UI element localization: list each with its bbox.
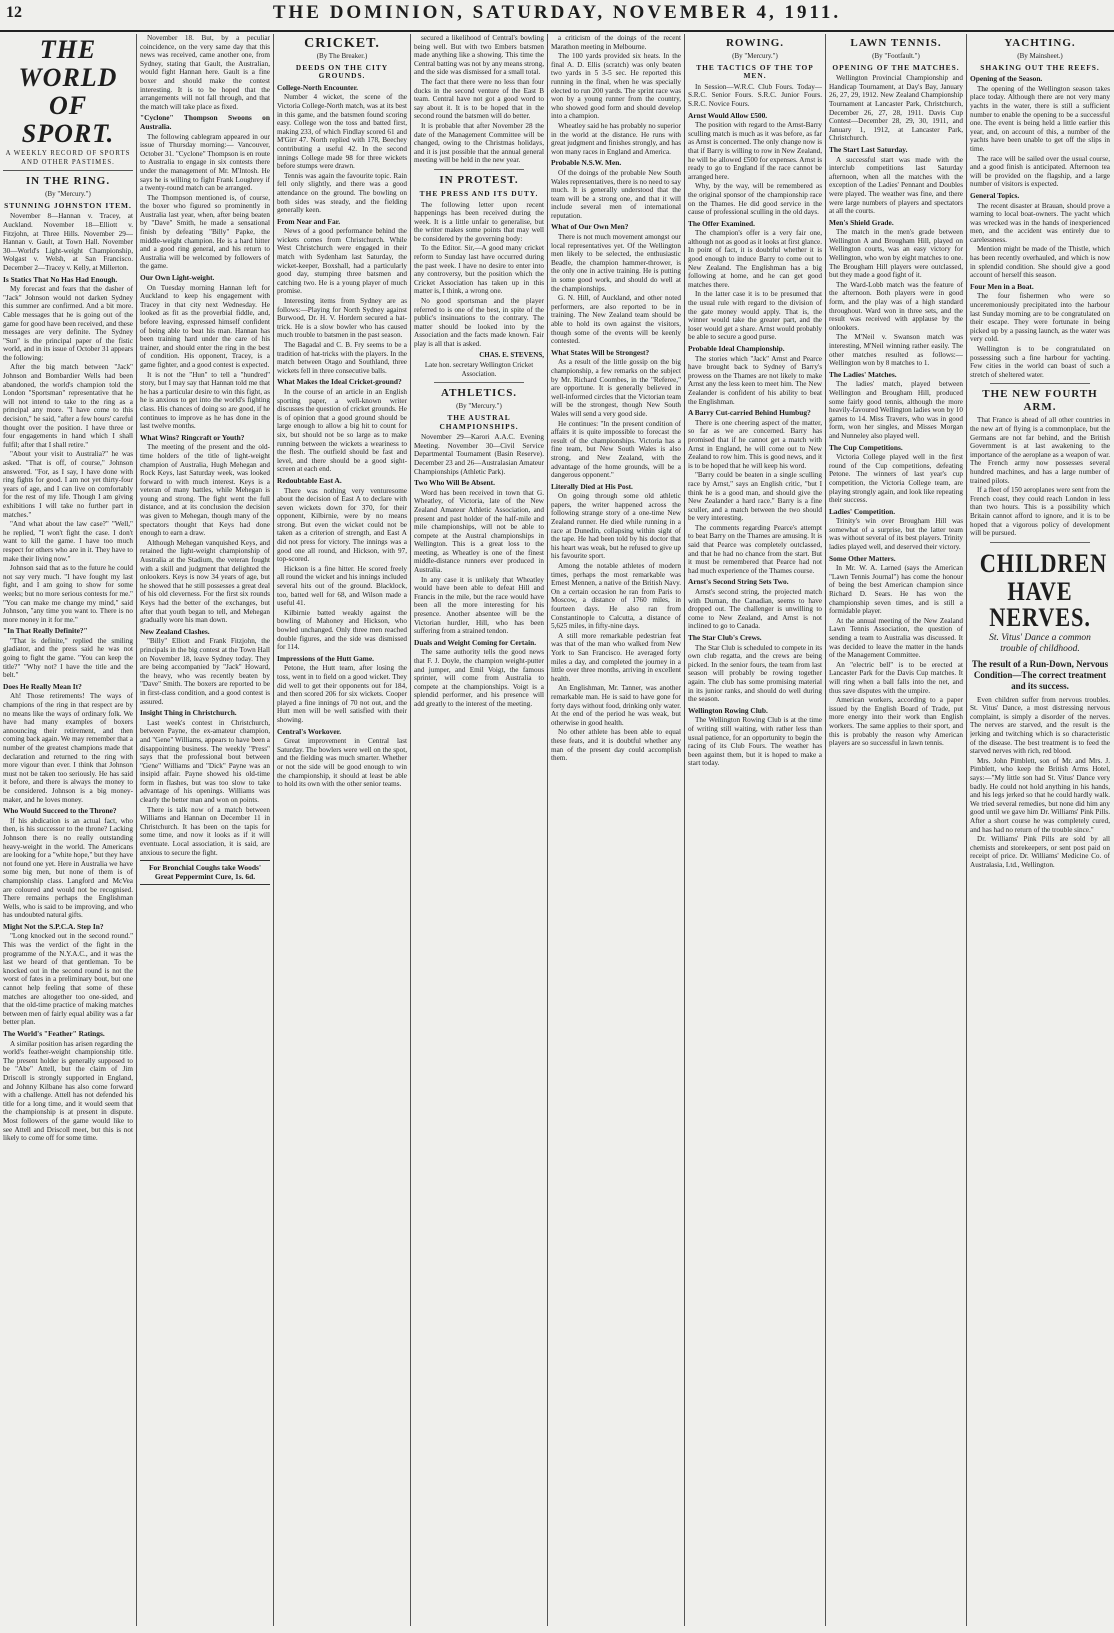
article-paragraph: Interesting items from Sydney are as follows:—Playing for North Sydney against Burwood, Dr. H. V. Hordern secured a hat-trick. He is a slow bowler who has caused much trouble to batsmen in the past season. [277, 297, 407, 340]
article-paragraph: If his abdication is an actual fact, who then, is his successor to the throne? Lacking Johnson there is no really outstanding heavy-weight in the world. The Americans are looking for a "white hope," but they have not found one yet. Here in Australia we have some big men, but none of them is of championship class. Langford and McVea are coloured and would not be recognised. There remains perhaps the Englishman Wells, who is said to be improving, and who has undoubted natural gifts. [3, 816, 133, 920]
fourth-arm-heading: THE NEW FOURTH ARM. [982, 388, 1098, 414]
article-paragraph: Wheatley said he has probably no superior in the world at the distance. He runs with great judgment and finishes strongly, and has won many races in England and America. [551, 121, 681, 156]
crosshead: What of Our Own Men? [551, 222, 629, 232]
article-paragraph: As a result of the little gossip on the big championship, a few remarks on the subject by Mr. Richard Coombes, in the "Referee," are opportune. It is generally believed in well-informed circles that the Victorian team will be the strongest, though New South Wales will send a very good side. [551, 358, 681, 418]
article-paragraph: The opening of the Wellington season takes place today. Although there are not very many yachts in the water, there is still a sufficient number to enable the opening to be a successful one. The event is being held a little earlier this year, and, on account of this, a number of the yachts have been unable to get off the slips in time. [970, 84, 1110, 153]
article-paragraph: American workers, according to a paper issued by the English Board of Trade, put more energy into their work than English workers. The same applies to their sport, and this is probably the reason why American players are so successful in lawn tennis. [829, 696, 963, 748]
crosshead: The Cup Competitions. [829, 442, 903, 452]
column-6 [688, 34, 822, 1626]
article-paragraph: The Wellington Rowing Club is at the time of writing still waiting, with rather less than usual patience, for an opportunity to begin the racing of its Club Fours. The weather has been against them, but it is hoped to make a start today. [688, 716, 822, 768]
article-paragraph: In Session—W.R.C. Club Fours. Today—S.R.C. Senior Fours. S.R.C. Junior Fours. S.R.C. Novice Fours. [688, 82, 822, 108]
crosshead: Probable N.S.W. Men. [551, 158, 622, 168]
article-paragraph: On going through some old athletic papers, the writer happened across the following strange story of a one-time New Zealand runner. He died while running in a race at Dunedin, collapsing within sight of the tape. He had been told by his doctor that his heart was weak, but he refused to give up his favourite sport. [551, 492, 681, 561]
page-number: 12 [6, 4, 22, 21]
section-separator [434, 169, 524, 170]
rowing-byline: (By "Mercury.") [732, 52, 778, 60]
article-paragraph: Of the doings of the probable New South Wales representatives, there is no need to say much. It is generally understood that the team will be a strong one, and that it will include several men of international reputation. [551, 168, 681, 220]
article-paragraph: My forecast and fears that the dasher of "Jack" Johnson would not darken Sydney this summer are confirmed. And a bit more. Cable messages that he is going out of the game for good have been received, and these messages are very definite. The Sydney "Sun" is the principal paper of the fistic world, and in its issue of October 31 appears the following: [3, 285, 133, 362]
article-paragraph: There was nothing very venturesome about the decision of East A to declare with seven wickets down for 370, for their opponent, Kilbirnie, were by no means strong. But even the wicket could not be taken as a criterion of strength, and East A did not press for victory. The innings was a good one all round, and Hickson, with 97, top-scored. [277, 486, 407, 564]
article-paragraph: A similar position has arisen regarding the world's feather-weight championship title. The present holder is generally supposed to be "Abe" Attell, but the claim of Jim Driscoll is strongly supported in England, and Johnny Kilbane has also come forward with a challenge. Attell has not defended his title for a long time, and it would seem that the championship is at present in dispute. Most followers of the game would like to see Attell and Driscoll meet, but this is not likely to come off for some time. [3, 1039, 133, 1143]
article-paragraph: Word has been received in town that G. Wheatley, of Victoria, late of the New Zealand Amateur Athletic Association, and present and past holder of the half-mile and mile championships, will not be able to compete at the Austral championships in Wellington. This is a great loss to the meeting, as Wheatley is one of the finest middle-distance runners ever produced in Australia. [414, 488, 544, 575]
article-paragraph: To the Editor. Sir,—A good many cricket reform to Sunday last have occurred during the past week. I have no desire to enter into any controversy, but the position which the Cricket Association has taken up in this matter is, I think, a wrong one. [414, 244, 544, 296]
crosshead: The Start Last Saturday. [829, 144, 908, 154]
advert-headline: CHILDREN [979, 548, 1108, 578]
article-paragraph: There is not much movement amongst our local representatives yet. Of the Wellington men likely to be selected, the enthusiastic Beadle, the champion hammer-thrower, is the only one in active training. He is putting in some good work, and should do well at the championships. [551, 233, 681, 293]
yachting-heading: YACHTING. [1004, 37, 1076, 49]
article-paragraph: G. N. Hill, of Auckland, and other noted performers, are also reported to be in training. The New Zealand team should be able to hold its own against the visitors, though some of the events will be keenly contested. [551, 294, 681, 346]
column-1 [3, 34, 133, 1626]
crosshead: A Barry Cut-carried Behind Humbug? [688, 408, 811, 418]
article-paragraph: Wellington Provincial Championship and Handicap Tournament, at Day's Bay, January 26, 27, 29, 1912. New Zealand Championship Tournament at Lancaster Park, Christchurch, December 26, 27, 28, 1911. Davis Cup Contest—December 28, 29, 30, 1911, and January 1, 1912, at Lancaster Park, Christchurch. [829, 74, 963, 143]
article-paragraph: November 8—Hannan v. Tracey, at Auckland. November 18—Elliott v. Fitzjohn, at Three Hills. November 29—Hannan v. Gault, at Town Hall. November 30—World's Light-weight Championship, Wolgast v. Welsh, at San Francisco. December 2—Tracey v. Kelly, at Millerton. [3, 212, 133, 272]
article-paragraph: There is one cheering aspect of the matter, so far as we are concerned. Barry has promised that if he cannot get a match with Arnst in England, he will come out to New Zealand to row him. This is good news, and it is to be hoped that he will keep his word. [688, 418, 822, 470]
column-divider [410, 34, 411, 1626]
article-paragraph: In any case it is unlikely that Wheatley would have been able to defeat Hill and Francis in the mile, but the race would have been all the more interesting for his presence. Another absentee will be the Victorian hurdler, Hill, who has been suffering from a strained tendon. [414, 575, 544, 636]
article-paragraph: Although Mehegan vanquished Keys, and retained the light-weight championship of Australia at the Stadium, the veteran fought with a skill and judgment that delighted the onlookers. Keys is now 34 years of age, but he showed that he still possesses a great deal of his old cleverness. For the first six rounds Keys had the better of the exchanges, but after that youth began to tell, and Mehegan gradually wore his man down. [140, 538, 270, 625]
crosshead: Who Would Succeed to the Throne? [3, 806, 117, 816]
article-paragraph: The following cablegram appeared in our issue of Thursday morning:— Vancouver, October 31. "Cyclone" Thompson is en route to Australia to engage in six contests there under the management of Mr. M'Intosh. He says he is willing to fight Frank Loughrey if a twenty-round match can be arranged. [140, 132, 270, 193]
ring-heading: IN THE RING. [25, 175, 111, 188]
advert-subheading: trouble of childhood. [1000, 643, 1080, 654]
athletics-byline: (By "Mercury.") [456, 402, 502, 411]
letter-signature-title: Late hon. secretary Wellington Cricket Association. [424, 361, 534, 378]
article-paragraph: Mention might be made of the Thistle, which has been recently overhauled, and which is now in splendid condition. She should give a good account of herself this season. [970, 245, 1110, 280]
ring-subheading: STUNNING JOHNSTON ITEM. [4, 200, 132, 210]
article-paragraph: "Billy" Elliott and Frank Fitzjohn, the principals in the big contest at the Town Hall on November 18, leave Sydney today. They are being accompanied by "Jack" Howard, the heavy, who was recently beaten by "Dave" Smith. The boxers are reported to be in first-class condition, and a good contest is assured. [140, 637, 270, 706]
article-paragraph: The Star Club is scheduled to compete in its own club regatta, and the crews are being picked. In the senior fours, the team from last season will probably be rowing together again. The club has some promising material in its junior ranks, and should do well during the season. [688, 643, 822, 704]
article-paragraph: The fact that there were no less than four ducks in the second venture of the East B team. Central have not got a good word to say about it. It is to be hoped that in the second round the batsmen will do better. [414, 77, 544, 121]
column-3 [277, 34, 407, 1626]
crosshead: Some Other Matters. [829, 553, 896, 563]
article-paragraph: That France is ahead of all other countries in the new art of flying is a commonplace, but the Germans are not far behind, and the British Government is at last awakening to the importance of the aeroplane as a weapon of war. The French army now possesses several hundred machines, and has a large number of trained pilots. [970, 416, 1110, 485]
crosshead: The Ladies' Matches. [829, 369, 897, 379]
article-paragraph: The four fishermen who were so unceremoniously precipitated into the harbour last Sunday morning are to be congratulated on their escape. They were fortunate in being picked up by a passing launch, as the water was very cold. [970, 292, 1110, 344]
section-separator [434, 382, 524, 383]
cricket-subheading: DEEDS ON THE CITY GROUNDS. [295, 62, 389, 81]
crosshead: Does He Really Mean It? [3, 681, 82, 691]
tennis-heading: LAWN TENNIS. [850, 37, 942, 49]
crosshead: Duals and Weight Coming for Certain. [414, 637, 537, 647]
article-paragraph: The Bagadal and C. B. Fry seems to be a tradition of hat-tricks with the players. In the match between Otago and Southland, three wickets fell in three consecutive balls. [277, 341, 407, 375]
article-paragraph: Trinity's win over Brougham Hill was somewhat of a surprise, but the latter team was without several of its best players. Trinity ladies played well, and deserved their victory. [829, 517, 963, 552]
crosshead: New Zealand Clashes. [140, 626, 210, 636]
crosshead: From Near and Far. [277, 216, 341, 226]
crosshead: Ladies' Competition. [829, 506, 896, 516]
article-paragraph: The comments regarding Pearce's attempt to beat Barry on the Thames are amusing. It is said that Pearce was completely outclassed, and that he had no chance from the start. But it must be remembered that Pearce had not had much experience of the Thames course. [688, 523, 822, 575]
article-paragraph: The stories which "Jack" Arnst and Pearce have brought back to Sydney of Barry's prowess on the Thames are not likely to make Arnst any the less keen to meet him. The New Zealander is confident of his ability to beat the Englishman. [688, 354, 822, 406]
article-paragraph: Arnst's second string, the projected match with Durnan, the Canadian, seems to have dropped out. The challenger is unwilling to come to New Zealand, and Arnst is not inclined to go to Canada. [688, 588, 822, 631]
column-divider [684, 34, 685, 1626]
article-paragraph: Number 4 wicket, the scene of the Victoria College-North match, was at its best in this game, and the batsmen found scoring easy. College won the toss and batted first, making 233, of which Findlay scored 61 and M'Girr 47. North replied with 178, Beechey contributing a useful 42. In the second innings College made 98 for three wickets before stumps were drawn. [277, 93, 407, 171]
crosshead: What Wins? Ringcraft or Youth? [140, 432, 245, 442]
crosshead: Central's Workover. [277, 726, 342, 736]
column-2 [140, 34, 270, 1626]
column-divider [966, 34, 967, 1626]
article-paragraph: "Long knocked out in the second round." This was the verdict of the fight in the programme of the N.Y.A.C., and it was the last we heard of that gentleman. To be knocked out in the second round is not the worst of fates in a preliminary bout, but one cannot help feeling that some of these matches are altogether too one-sided, and that the old-time practice of making matches between men of fairly equal ability was a far better plan. [3, 932, 133, 1027]
article-paragraph: The champion's offer is a very fair one, although not as good as it looks at first glance. In point of fact, it is doubtful whether it is good enough to induce Barry to come out to New Zealand. The Englishman has a big following at home, and he can get good matches there. [688, 229, 822, 289]
athletics-subheading: THE AUSTRAL CHAMPIONSHIPS. [439, 412, 519, 431]
cricket-byline: (By The Breaker.) [316, 52, 368, 60]
crosshead: Wellington Rowing Club. [688, 705, 768, 715]
crosshead: Is Statics That No Has Had Enough. [3, 274, 118, 284]
article-paragraph: The recent disaster at Brauan, should prove a warning to local boat-owners. The yacht which was wrecked was in the hands of inexperienced men, and the accident was entirely due to carelessness. [970, 201, 1110, 244]
section-subtitle: A WEEKLY RECORD OF SPORTS AND OTHER PASTIMES. [3, 150, 133, 171]
advert-paragraph: Even children suffer from nervous troubles. St. Vitus' Dance, a most distressing nervous complaint, is simply a disorder of the nerves. The nerves are starved, and the result is the jerking and twitching which is so characteristic of the disease. The best treatment is to feed the starved nerves with rich, red blood. [970, 695, 1110, 756]
article-paragraph: The same authority tells the good news that F. J. Doyle, the champion weight-putter and jumper, and Emil Voigt, the famous sprinter, will come from Australia to compete at the championships. Voigt is a splendid performer, and his presence will add greatly to the interest of the meeting. [414, 648, 544, 708]
article-paragraph: No other athlete has been able to equal these feats, and it is doubtful whether any man of the present day could accomplish them. [551, 728, 681, 763]
yachting-subheading: SHAKING OUT THE REEFS. [980, 62, 1100, 72]
ring-byline: (By "Mercury.") [45, 190, 91, 199]
article-paragraph: Petone, the Hutt team, after losing the toss, went in to field on a good wicket. They did well to get their opponents out for 184, and then scored 206 for six wickets. Cooper played a fine innings of 70 not out, and the Hutt men will be well satisfied with their showing. [277, 664, 407, 724]
column-8 [970, 34, 1110, 1626]
crosshead: The Star Club's Crews. [688, 633, 762, 642]
article-paragraph: November 18. But, by a peculiar coincidence, on the very same day that this news was received, came another one, from Sydney, stating that Gault, the Australian, would fight Hannan here. Gault is a fine boxer and should make the contest interesting. It is to be hoped that the arrangements will not fall through, and that the match will take place as fixed. [140, 34, 270, 111]
advert-headline: HAVE NERVES. [989, 576, 1091, 632]
column-4 [414, 34, 544, 1626]
letter-signature: CHAS. E. STEVENS, [479, 350, 544, 359]
article-paragraph: If a fleet of 150 aeroplanes were sent from the French coast, they could reach London in less than two hours. This is a possibility which Britain cannot afford to ignore, and it is to be hoped that a vigorous policy of development will be pursued. [970, 486, 1110, 538]
rowing-heading: ROWING. [725, 37, 785, 49]
article-paragraph: Tennis was again the favourite topic. Rain fell only slightly, and there was a good attendance on the ground. The bowling on both sides was steady, and the fielding generally keen. [277, 171, 407, 215]
article-paragraph: No good sportsman and the player referred to is one of the best, in spite of the public's insinuations to the contrary. The matter should be looked into by the Association and the facts made known. Fair play is all that is asked. [414, 297, 544, 348]
column-divider [273, 34, 274, 1626]
article-paragraph: The Thompson mentioned is, of course, the boxer who figured so prominently in Australia last year, when, after being beaten by "Dave" Smith, he made a sensational finish by defeating "Billy" Papke, the middle-weight champion. He is a hard hitter and a good ring general, and his return to Australia will be welcomed by followers of the game. [140, 193, 270, 271]
crosshead: Our Own Light-weight. [140, 273, 215, 283]
crosshead: What Makes the Ideal Cricket-ground? [277, 377, 402, 387]
advert-paragraph: Dr. Williams' Pink Pills are sold by all chemists and storekeepers, or sent post paid on receipt of price. Dr. Williams' Medicine Co. of Australasia, Ltd., Wellington. [970, 835, 1110, 869]
article-paragraph: A still more remarkable pedestrian feat was that of the man who walked from New York to San Francisco. He averaged forty miles a day, and completed the journey in a little over three months, arriving in excellent health. [551, 631, 681, 683]
column-7 [829, 34, 963, 1626]
article-paragraph: After the big match between "Jack" Johnson and Bombardier Wells had been abandoned, the world's champion told the London "Sportsman" representative that he will not intend to take to the ring as a principal any more. "I have come to this decision," he said, "after a few hours' careful thought over the position. I have three or four engagements in hand which I shall fulfil; after that I shall retire." [3, 363, 133, 449]
column-divider [136, 34, 137, 1626]
section-banner: THE WORLD OF SPORT. [18, 35, 118, 148]
advert-paragraph: Mrs. John Pimblett, son of Mr. and Mrs. J. Pimblett, who keep the British Arms Hotel, says:—"My little son had St. Vitus' Dance very badly. He could not hold anything in his hands, and his legs jerked so that he could hardly walk. We tried several remedies, but none did him any good until we gave him Dr. Williams' Pink Pills. After a short course he was completely cured, and has had no return of the trouble since." [970, 756, 1110, 834]
article-paragraph: November 29—Karori A.A.C. Evening Meeting. November 30—Civil Service Departmental Tournament (Basin Reserve). December 23 and 26—Australasian Amateur Championships (Athletic Park). [414, 433, 544, 476]
article-paragraph: The match in the men's grade between Wellington A and Brougham Hill, played on Wellington courts, was an easy victory for Wellington, who won by eight matches to one. The Brougham Hill players were outclassed, but they made a good fight of it. [829, 228, 963, 280]
article-paragraph: The Ward-Lobb match was the feature of the afternoon. Both players were in good form, and the play was of a high standard throughout. Ward won in three sets, and the result was received with applause by the onlookers. [829, 280, 963, 332]
crosshead: "In That Really Definite?" [3, 626, 88, 636]
crosshead: The Offer Examined. [688, 218, 755, 228]
article-paragraph: The M'Neil v. Swanson match was interesting, M'Neil winning rather easily. The other matches resulted as follows:—Wellington won by 8 matches to 1. [829, 333, 963, 368]
column-divider [547, 34, 548, 1626]
article-paragraph: The meeting of the present and the old-time holders of the title of light-weight champion of Australia, Hugh Mehegan and Rock Keys, last Saturday week, was looked forward to with much interest. Keys is a veteran of many battles, while Mehegan is young and strong. The fight went the full distance, and at its conclusion the decision was given to Mehegan, though many of the spectators thought that Keys had done enough to earn a draw. [140, 443, 270, 538]
article-paragraph: Why, by the way, will be remembered as the original sponsor of the championship race on the Thames. He did good service in the cause of professional sculling in the old days. [688, 182, 822, 217]
newspaper-title: THE DOMINION, SATURDAY, NOVEMBER 4, 1911. [272, 2, 842, 23]
column-divider [825, 34, 826, 1626]
athletics-heading: ATHLETICS. [440, 387, 518, 400]
cricket-heading: CRICKET. [304, 36, 380, 51]
article-paragraph: The position with regard to the Arnst-Barry sculling match is much as it was before, as far as Arnst is concerned. The only change now is that if Barry is willing to row in New Zealand, he will be allowed £500 for expenses. Arnst is ready to go to England if the race cannot be arranged here. [688, 121, 822, 181]
article-paragraph: In Mr. W. A. Larned (says the American "Lawn Tennis Journal") has come the honour of being the best American champion since Richard D. Sears. He has won the championship seven times, and is still a formidable player. [829, 564, 963, 616]
crosshead: Four Men in a Boat. [970, 281, 1034, 291]
crosshead: Insight Thing in Christchurch. [140, 708, 237, 718]
article-paragraph: "And what about the law case?" "Well," he replied, "I won't fight the case. I don't want to kill the game. I have too much respect for others who are in it. They have to make their living now." [3, 520, 133, 563]
crosshead: What States Will be Strongest? [551, 347, 650, 357]
crosshead: "Cyclone" Thompson Swoons on Australia. [140, 113, 270, 131]
crosshead: Men's Shield Grade. [829, 217, 894, 227]
article-paragraph: The 100 yards provided six heats. In the final A. D. Ellis (scratch) was only beaten two yards in 5 3-5 sec. He reported this running in the final, when he was specially elected to run 200 yards. The sprint race was won by a young runner from the country, who showed good form and should develop into a champion. [551, 52, 681, 121]
crosshead: Redoubtable East A. [277, 475, 342, 485]
tennis-subheading: OPENING OF THE MATCHES. [832, 62, 960, 72]
article-paragraph: "Barry could be beaten in a single sculling race by Arnst," says an English critic, "but I think he is a good man, and should give the New Zealander a hard race." Barry is a fine sculler, and a match between the two should be very interesting. [688, 471, 822, 523]
article-paragraph: Wellington is to be congratulated on possessing such a fine harbour for yachting. Few cities in the world can boast of such a stretch of sheltered water. [970, 345, 1110, 379]
article-paragraph: An "electric bell" is to be erected at Lancaster Park for the Davis Cup matches. It will ring when a ball falls into the net, and thus save disputes with the umpire. [829, 660, 963, 695]
crosshead: College-North Encounter. [277, 82, 359, 92]
article-paragraph: At the annual meeting of the New Zealand Lawn Tennis Association, the question of sending a team to Australia was discussed. It was decided to leave the matter in the hands of the Management Committee. [829, 616, 963, 660]
article-paragraph: Kilbirnie batted weakly against the bowling of Mahoney and Hickson, who bowled unchanged. Only three men reached double figures, and the side was dismissed for 114. [277, 608, 407, 652]
article-paragraph: The following letter upon recent happenings has been received during the week. It is a little unfair to generalise, but the writer makes some points that may well be considered by the governing body: [414, 200, 544, 243]
crosshead: General Topics. [970, 190, 1020, 200]
crosshead: Arnst's Second String Sets Two. [688, 577, 789, 587]
article-paragraph: Johnson said that as to the future he could not say very much. "I have fought my last fight, and I am going to show for some weeks; but no more serious contests for me." "You can make me change my mind," said Johnson, "any time you want to. There is no more money in it for me." [3, 564, 133, 624]
column-5 [551, 34, 681, 1626]
crosshead: Opening of the Season. [970, 74, 1043, 84]
article-paragraph: News of a good performance behind the wickets comes from Christchurch. While West Christchurch were engaged in their match with Sydenham last Saturday, the wicket-keeper, Boxshall, had a particularly good day, stumping three batsmen and catching two. He is a young player of much promise. [277, 227, 407, 296]
tennis-byline: (By "Footfault.") [872, 52, 920, 60]
masthead [0, 0, 1114, 32]
crosshead: Might Not the S.P.C.A. Step In? [3, 921, 104, 931]
protest-heading: IN PROTEST. [439, 173, 519, 186]
section-separator [990, 542, 1090, 543]
rowing-subheading: THE TACTICS OF THE TOP MEN. [696, 62, 814, 81]
article-paragraph: It is not the "Hun" to tell a "hundred" story, but I may say that Hannan told me that he has a particular desire to win this fight, as he is anxious to get into the world's fighting class. His chances of doing so are good, if he continues to improve as he has done in the last twelve months. [140, 370, 270, 431]
article-paragraph: In the latter case it is to be presumed that the usual rule with regard to the division of the gate money would apply. That is, the winner would take the greater part, and the loser would get a share. Arnst would probably be able to secure a good purse. [688, 290, 822, 342]
article-paragraph: Hickson is a fine hitter. He scored freely all round the wicket and his innings included several hits out of the ground. Blacklock, too, batted well for 68, and Wilson made a useful 41. [277, 564, 407, 608]
yachting-byline: (By Mainsheet.) [1017, 52, 1063, 60]
article-paragraph: secured a likelihood of Central's bowling being well. But with two Embers batsmen made anything like a showing. This time the Central batting was not by any means strong, and the side was dismissed for a small total. [414, 34, 544, 77]
article-paragraph: A successful start was made with the interclub competitions last Saturday afternoon, when all the matches with the exception of the Ladies' Pennant and Doubles were played. The weather was fine, and there were large numbers of players and spectators at all the courts. [829, 155, 963, 216]
article-paragraph: a criticism of the doings of the recent Marathon meeting in Melbourne. [551, 34, 681, 51]
article-paragraph: "About your visit to Australia?" he was asked. "That is off, of course," Johnson answered. "For, as I say, I have done with ring fights for good. I am not yet thirty-four years of age, and I can live on comfortably for the rest of my life. Though I am giving exhibitions I will take no further part in matches." [3, 450, 133, 519]
article-paragraph: The race will be sailed over the usual course, and a good finish is anticipated. Afternoon tea will be provided on the flagship, and a large number of visitors is expected. [970, 154, 1110, 189]
article-paragraph: It is probable that after November 28 the date of the Management Committee will be changed, owing to the Christmas holidays, and it is just possible that the annual general meeting will be held in the new year. [414, 121, 544, 165]
crosshead: Arnst Would Allow £500. [688, 110, 768, 120]
article-paragraph: He continues: "In the present condition of affairs it is quite impossible to forecast the result of the championships. Victoria has a fine team, but New South Wales is also strong, and New Zealand, with the advantage of the home grounds, will be a dangerous opponent." [551, 419, 681, 480]
crosshead: Impressions of the Hutt Game. [277, 653, 374, 663]
article-paragraph: The ladies' match, played between Wellington and Brougham Hill, produced some fairly good tennis, although the more heavily-favoured Wellington ladies won by 10 games to 14. Miss Travers, who was in good form, won her singles, and Misses Morgan and Nunneley also played well. [829, 380, 963, 440]
advert-tagline: The result of a Run-Down, Nervous Condition—The correct treatment and its success. [971, 658, 1109, 691]
cough-cure-advert: For Bronchial Coughs take Woods' Great Peppermint Cure, 1s. 6d. [140, 860, 270, 885]
article-paragraph: Among the notable athletes of modern times, perhaps the most remarkable was Ernest Mennen, a native of the British Navy. On a certain occasion he ran from Paris to Moscow, a distance of 1760 miles, in fourteen days. He also ran from Constantinople to Calcutta, a distance of 5,625 miles, in fifty-nine days. [551, 562, 681, 631]
article-paragraph: "That is definite," replied the smiling gladiator, and the press said he was not going to fight the game. "You can keep the title?" "Why not? I have the title and the belt." [3, 636, 133, 680]
article-paragraph: Last week's contest in Christchurch, between Payne, the ex-amateur champion, and "Gene" Williams, appears to have been a disappointing business. The weekly "Press" says that the professional bout between "Gene" Williams and "Dick" Payne was an insipid affair. Payne showed his old-time form in flashes, but was too slow to take advantage of his openings. Williams was clearly the better man and won on points. [140, 718, 270, 805]
article-paragraph: Ah! Those retirements! The ways of champions of the ring in that respect are by no means like the ways of ordinary folk. We have had many examples of boxers announcing their retirement, and then coming back again. We may remember that a number of the greatest champions made that declaration and returned to the ring with more vigour than ever. I think that Johnson must not be taken too seriously. He has said it before, and there is always the money to be considered. Johnson is a big money-maker, and he loves money. [3, 692, 133, 804]
crosshead: Literally Died at His Post. [551, 481, 633, 491]
advert-subheading: St. Vitus' Dance a common [989, 632, 1091, 643]
article-paragraph: Great improvement in Central last Saturday. The bowlers were well on the spot, and the fielding was much smarter. Whether or not the side will be good enough to win the championship, it should at least be able to hold its own with the other senior teams. [277, 737, 407, 789]
protest-subheading: THE PRESS AND ITS DUTY. [419, 188, 539, 198]
article-paragraph: There is talk now of a match between Williams and Hannan on December 11 in Christchurch. It has been on the tapis for some time, and now it looks as if it will eventuate. Local association, it is said, are anxious to secure the fight. [140, 805, 270, 857]
article-paragraph: In the course of an article in an English sporting paper, a well-known writer discusses the question of cricket grounds. He is of opinion that a good ground should be large enough to allow a big hit to count for six, but should not be so large as to make running between the wickets a weariness to the flesh. The outfield should be fast and level, and there should be a good sight-screen at each end. [277, 387, 407, 474]
article-paragraph: Victoria College played well in the first round of the Cup competitions, defeating Petone. The winners of last year's cup competition, the Victoria College team, are playing strongly again, and look like repeating their success. [829, 453, 963, 505]
article-paragraph: On Tuesday morning Hannan left for Auckland to keep his engagement with Tracey in that city next Wednesday. He looked as fit as the proverbial fiddle, and, before leaving, expressed himself confident of being able to beat his man. Hannan has been training hard under the care of his trainer, and should enter the ring in the best of condition. His opponent, Tracey, is a game fighter, and a good contest is expected. [140, 283, 270, 369]
article-paragraph: An Englishman, Mr. Tanner, was another remarkable man. He is said to have gone for forty days without food, drinking only water. At the end of the period he was weak, but otherwise in good health. [551, 684, 681, 727]
crosshead: Two Who Will Be Absent. [414, 478, 495, 488]
crosshead: Probable Ideal Championship. [688, 344, 785, 353]
crosshead: The World's "Feather" Ratings. [3, 1029, 105, 1038]
section-separator [990, 383, 1090, 384]
